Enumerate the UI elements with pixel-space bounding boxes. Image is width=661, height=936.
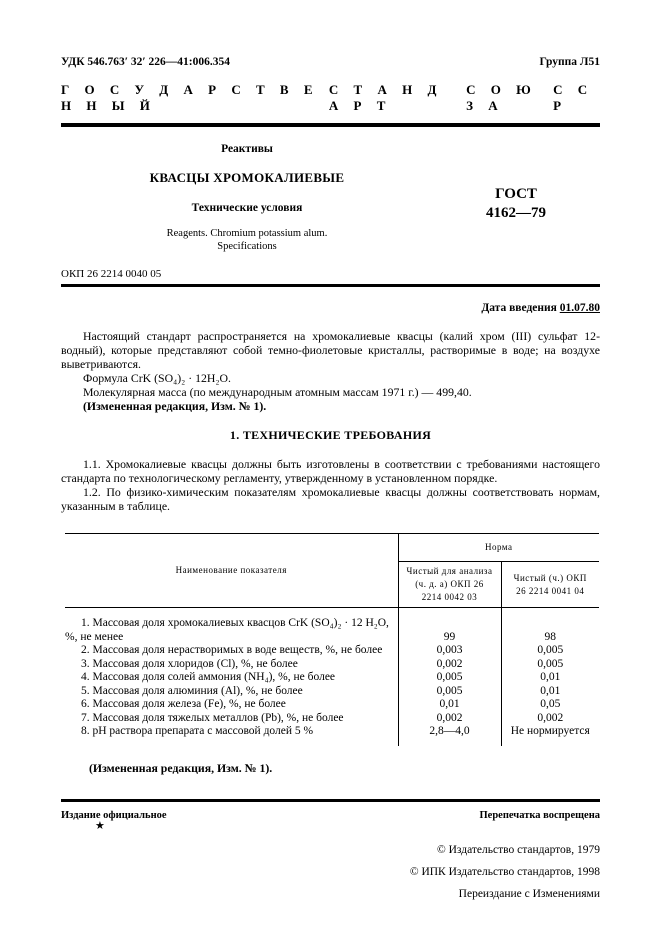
row-indicator: 3. Массовая доля хлоридов (Cl), %, не более <box>81 657 298 670</box>
effective-date-value: 01.07.80 <box>559 302 600 314</box>
title-english <box>61 227 433 253</box>
row-value-pure: 0,01 <box>501 671 599 685</box>
title-left-column <box>61 127 433 253</box>
row-value-pure: 0,05 <box>501 698 599 712</box>
table-header-pure-analysis: Чистый для анализа (ч. д. а) ОКП 26 2214 0042 03 <box>398 562 501 608</box>
gost-number: 4162—79 <box>486 205 546 221</box>
footer-row <box>61 810 600 821</box>
copyright-1979: © Издательство стандартов, 1979 <box>436 843 600 856</box>
copyright-1998: © ИПК Издательство стандартов, 1998 <box>409 865 600 878</box>
row-value-pure: 0,002 <box>501 712 599 726</box>
row-indicator: 4. Массовая доля солей аммония (NH₄), %, не более <box>81 671 336 683</box>
document-header <box>61 56 600 68</box>
row-value-analysis: 0,002 <box>398 712 501 726</box>
row-value-pure: 0,005 <box>501 658 599 672</box>
table-row <box>65 725 599 746</box>
gost-number-box <box>446 185 586 223</box>
table-row <box>65 671 599 685</box>
table-row <box>65 608 599 645</box>
document-subtitle: Технические условия <box>191 202 303 214</box>
table-header-norm-group: Норма <box>398 534 599 562</box>
amended-note-table: (Измененная редакция, Изм. № 1). <box>89 760 273 775</box>
row-value-analysis: 0,003 <box>398 644 501 658</box>
row-indicator: 7. Массовая доля тяжелых металлов (Pb), %, не более <box>81 711 344 724</box>
org-word-2: С Т А Н Д А Р Т <box>328 82 443 113</box>
table-row <box>65 685 599 699</box>
table-row <box>65 712 599 726</box>
footnote-star-icon: ★ <box>95 819 105 832</box>
row-value-pure: 98 <box>501 608 599 645</box>
reprint-prohibited-label: Перепечатка воспрещена <box>479 809 600 821</box>
document-title: КВАСЦЫ ХРОМОКАЛИЕВЫЕ <box>149 170 345 185</box>
table-row <box>65 644 599 658</box>
org-word-3: С О Ю З А <box>466 82 537 113</box>
row-indicator: 2. Массовая доля нерастворимых в воде веществ, %, не более <box>81 644 383 656</box>
row-value-pure: 0,005 <box>501 644 599 658</box>
clause-1-2: 1.2. По физико-химическим показателям хромокалиевые квасцы должны соответствовать нормам, указанным в таблице. <box>61 485 600 513</box>
copyright-block <box>61 839 600 905</box>
okp-code: ОКП 26 2214 0040 05 <box>61 268 162 280</box>
org-word-4: С С Р <box>553 82 594 113</box>
footer-divider <box>61 799 600 802</box>
amended-note-intro: (Измененная редакция, Изм. № 1). <box>83 399 267 413</box>
official-edition-label: Издание официальное <box>61 809 167 821</box>
formula-line: Формула CrK (SO₄)₂ · 12H₂O. <box>83 371 232 385</box>
table-header-pure: Чистый (ч.) ОКП 26 2214 0041 04 <box>501 562 599 608</box>
row-indicator: 1. Массовая доля хромокалиевых квасцов CrK (SO₄)₂ · 12 H₂O, %, не менее <box>65 617 389 643</box>
gost-label: ГОСТ <box>495 186 537 202</box>
table-header-indicator: Наименование показателя <box>65 534 398 608</box>
effective-date-label: Дата введения <box>481 302 557 314</box>
clause-1-1: 1.1. Хромокалиевые квасцы должны быть изготовлены в соответствии с требованиями настоящего стандарта по технологическому регламенту, утвержденному в установленном порядке. <box>61 457 600 485</box>
reissue-note: Переиздание с Изменениями <box>458 887 600 900</box>
row-indicator: 5. Массовая доля алюминия (Al), %, не более <box>81 684 303 697</box>
title-block <box>61 127 600 259</box>
state-standard-heading <box>61 82 600 114</box>
row-indicator: 6. Массовая доля железа (Fe), %, не более <box>81 698 286 710</box>
org-word-1: Г О С У Д А Р С Т В Е Н Н Ы Й <box>61 82 319 113</box>
row-indicator: 8. pH раствора препарата с массовой долей 5 % <box>81 725 314 737</box>
okp-divider <box>61 284 600 287</box>
row-value-analysis: 99 <box>398 608 501 645</box>
row-value-pure: 0,01 <box>501 685 599 699</box>
section-1-heading: 1. ТЕХНИЧЕСКИЕ ТРЕБОВАНИЯ <box>229 428 432 442</box>
title-english-line2: Specifications <box>217 241 277 252</box>
row-value-analysis: 0,01 <box>398 698 501 712</box>
row-value-analysis: 0,002 <box>398 658 501 672</box>
effective-date-line <box>61 302 600 314</box>
udk-code: УДК 546.763′ 32′ 226—41:006.354 <box>61 56 230 68</box>
row-value-analysis: 2,8—4,0 <box>398 725 501 746</box>
table-row <box>65 658 599 672</box>
specifications-table <box>65 533 599 746</box>
row-value-pure: Не нормируется <box>501 725 599 746</box>
title-english-line1: Reagents. Chromium potassium alum. <box>166 228 328 239</box>
category-label: Реактивы <box>221 143 273 155</box>
row-value-analysis: 0,005 <box>398 671 501 685</box>
scope-paragraph: Настоящий стандарт распространяется на хромокалиевые квасцы (калий хром (III) сульфат 12-водный), которые представляют собой темно-фиолетовые кристаллы, растворимые в воде; на воздухе выветриваются. <box>61 329 600 371</box>
row-value-analysis: 0,005 <box>398 685 501 699</box>
group-code: Группа Л51 <box>539 56 600 68</box>
table-row <box>65 698 599 712</box>
molar-mass-line: Молекулярная масса (по международным атомным массам 1971 г.) — 499,40. <box>83 385 472 399</box>
